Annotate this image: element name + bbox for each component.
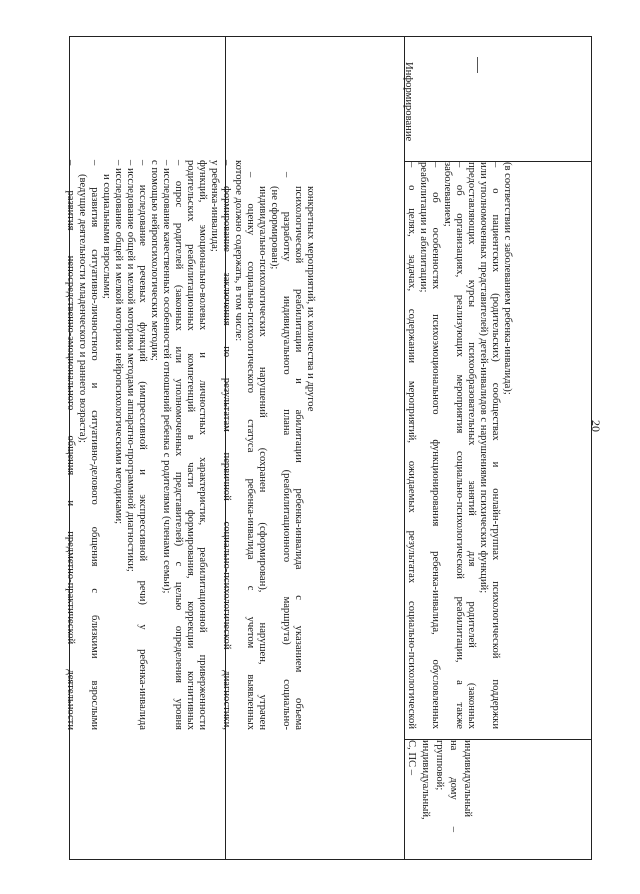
list-line: – исследование речевых функций (импрессивной и экспрессивной речи) у ребенка-инвалида xyxy=(137,160,148,730)
list-line: – исследование общей и мелкой моторики методами аппаратно-программной диагностики; xyxy=(125,160,136,572)
list-line: – разработку индивидуального плана (реабилитационного маршрута) социально- xyxy=(281,172,292,730)
list-line: и социальными взрослыми; xyxy=(101,174,112,299)
list-line: – развития непосредственно-эмоционального общения и предметно-практической деятельности xyxy=(65,160,76,730)
list-line: или уполномоченных представителей) детей-инвалидов с нарушениями психических функций; xyxy=(478,162,489,594)
list-line: функций, эмоционально-волевых и личностных характеристик, реабилитационной приверженности xyxy=(197,160,208,730)
list-line: (в соответствии с заболеванием ребенка-инвалида); xyxy=(502,162,513,395)
form-line: индивидуальный xyxy=(462,740,473,817)
list-line: – об особенностях психоэмоционального функционирования ребенка-инвалида, обусловленных xyxy=(430,162,441,729)
list-line: – о целях, задачах, содержании мероприятий, ожидаемых результатах социально-психологической xyxy=(406,162,417,729)
list-line: психологической реабилитации и абилитации ребенка-инвалида с указанием объема xyxy=(293,186,304,730)
page-number: 20 xyxy=(589,420,603,432)
list-line: индивидуально-психологических нарушений (сохранен (сформирован), нарушен, утрачен xyxy=(257,186,268,730)
row-label-informing: Информирование xyxy=(403,62,414,142)
list-line: – оценку социально-психологического статуса ребенка-инвалида с учетом выявленных xyxy=(245,172,256,730)
list-line: (не сформирован); xyxy=(269,186,280,270)
list-line: – развития ситуативно-личностного и ситуативно-делового общения с близкими взрослыми xyxy=(89,160,100,730)
form-line: индивидуальный, xyxy=(420,740,431,820)
form-line: С, ПС – xyxy=(406,740,417,776)
list-line: – исследование общей и мелкой моторики нейропсихологическими методиками; xyxy=(113,160,124,525)
list-line: – опрос родителей (законных или уполномоченных представителей) с целью определения уровня xyxy=(173,160,184,730)
list-line: – исследование качественных особенностей отношений ребенка с родителями (членами семьи); xyxy=(161,160,172,594)
list-line: реабилитации и абилитации; xyxy=(418,162,429,293)
form-line: групповой; xyxy=(434,740,445,791)
list-line: с помощью нейропсихологических методик; xyxy=(149,160,160,361)
list-line: заболеванием; xyxy=(442,162,453,227)
list-line: которое должно содержать, в том числе: xyxy=(233,160,244,342)
list-line: – о пациентских (родительских) сообществах и онлайн-группах психологической поддержки xyxy=(490,162,501,729)
list-line: конкретных мероприятий, их количества и другое xyxy=(305,186,316,412)
form-line: на дому – xyxy=(448,740,459,832)
list-line: предоставляющих курсы психообразовательных занятий для родителей (законных xyxy=(466,162,477,729)
list-line: родительских реабилитационных компетенций в части формирования, коррекции когнитивных xyxy=(185,160,196,730)
list-line: у ребенка-инвалида; xyxy=(209,160,220,252)
list-line: (ведущие деятельности младенческого и раннего возраста); xyxy=(77,174,88,443)
list-line: – формирование заключения по результатам первичной социально-психологической диагностики, xyxy=(221,160,232,730)
list-line: – об организациях, реализующих мероприятия социально-психологической реабилитации, а также xyxy=(454,162,465,729)
